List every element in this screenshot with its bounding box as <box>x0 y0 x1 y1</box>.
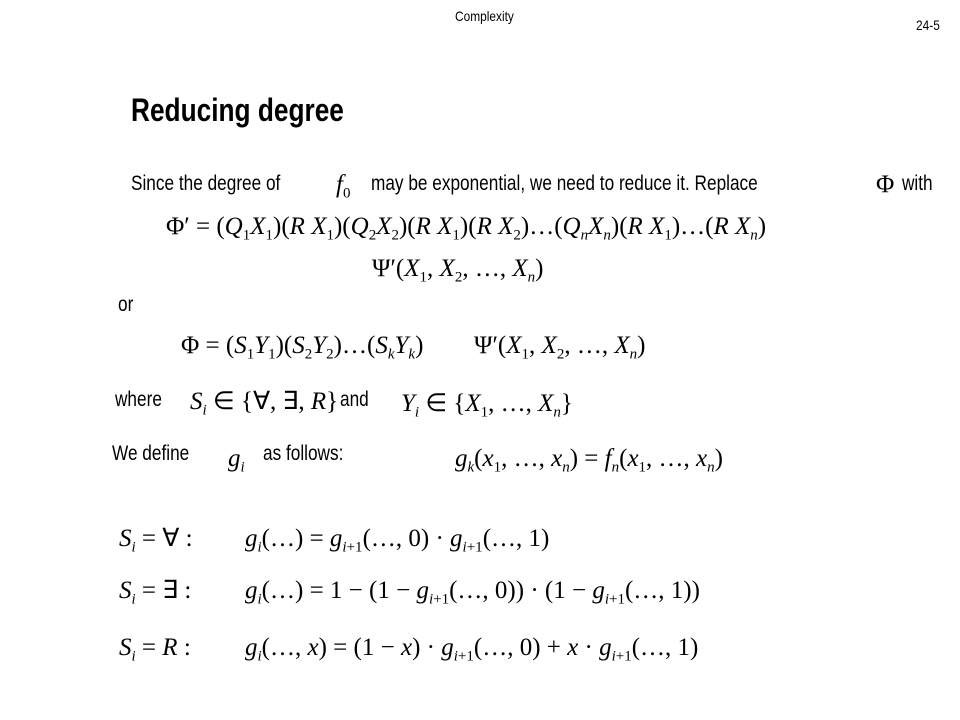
psi-prime-formula-2: $\Psi'(X_1$, $X_2$, …, $X_n$) <box>474 332 646 363</box>
where-text: where <box>115 388 162 411</box>
phi-symbol: Φ <box>876 171 895 198</box>
as-follows-text: as follows: <box>263 442 344 465</box>
since-text-continued: may be exponential, we need to reduce it. Replace <box>371 172 758 195</box>
gk-definition-formula: $g_k(x_1$, …, $x_n) = f_n(x_1$, …, $x_n$) <box>455 445 723 476</box>
phi-formula: $\Phi = (S_1Y_1)(S_2Y_2)\dots(S_kY_k)$ <box>181 332 424 363</box>
case-forall-formula: $g_i(\dots)$ = $g_{i+1}(\dots$, $0) \cdot g_{i+1}(\dots$, 1) <box>245 525 550 556</box>
phi-prime-formula: $\Phi' = (Q_1X_1)(R$ $X_1)(Q_2X_2)(R$ $X_1)(R$ $X_2)\dots(Q_nX_n)(R$ $X_1)\dots(R$ $X_n$) <box>166 213 767 244</box>
gi-symbol: $g_i$ <box>228 445 245 476</box>
case-r-formula: $g_i(\dots$, $x) = (1 - x) \cdot g_{i+1}(\dots$, $0) + x \cdot g_{i+1}(\dots$, 1) <box>245 634 699 665</box>
with-text: with <box>902 172 933 195</box>
page-number: 24-5 <box>916 17 940 33</box>
we-define-text: We define <box>112 442 190 465</box>
slide-title: Reducing degree <box>131 92 344 128</box>
f0-formula: $f_0$ <box>336 171 351 202</box>
case-r-condition: $S_i = R$ : <box>119 634 191 665</box>
yi-set-formula: $Y_i$ ∈ {$X_1$, …, $X_n$} <box>401 390 573 421</box>
and-text: and <box>340 388 369 411</box>
case-exists-condition: $S_i$ = ∃ : <box>119 577 192 608</box>
case-exists-formula: $g_i(\dots) = 1 - (1$ − $g_{i+1}(\dots$, $0)) \cdot (1 - g_{i+1}(\dots$, 1)) <box>245 577 700 608</box>
psi-prime-formula: $\Psi'(X_1$, $X_2$, …, $X_n$) <box>372 255 544 286</box>
si-set-formula: $S_i$ ∈ {∀, ∃, R} <box>190 388 339 419</box>
or-text: or <box>118 293 134 316</box>
header-topic: Complexity <box>455 8 514 24</box>
since-text: Since the degree of <box>131 172 281 195</box>
case-forall-condition: $S_i$ = ∀ : <box>119 525 193 556</box>
